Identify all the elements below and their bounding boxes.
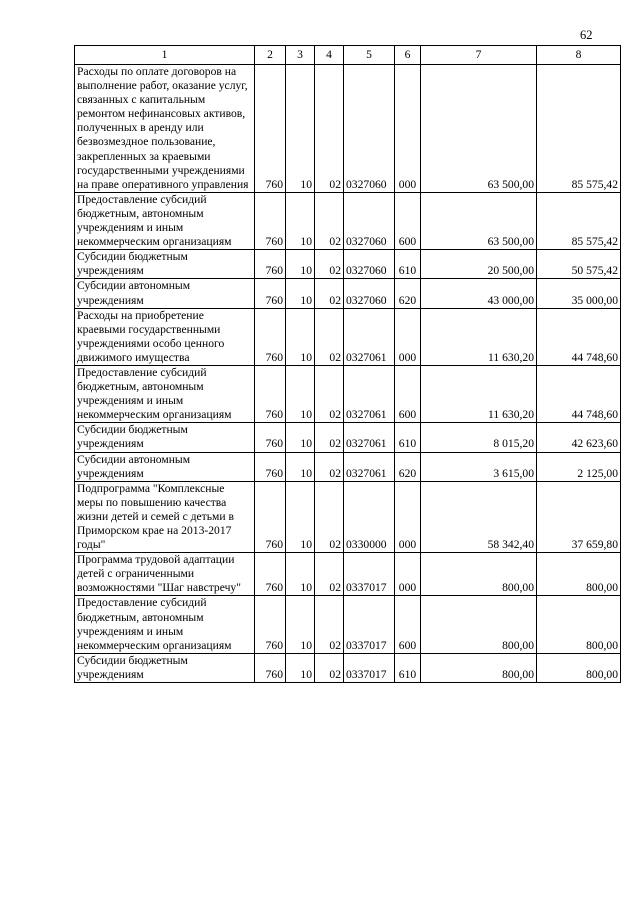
amount-col-7: 63 500,00 (421, 65, 537, 193)
code-subsection: 02 (315, 653, 344, 682)
amount-col-8: 800,00 (537, 596, 621, 653)
row-description: Субсидии автономным учреждениям (75, 279, 255, 308)
column-header: 5 (344, 46, 395, 65)
code-target-article: 0327061 (344, 423, 395, 452)
code-section: 10 (286, 481, 315, 552)
code-section: 10 (286, 65, 315, 193)
code-ministry: 760 (255, 596, 286, 653)
amount-col-7: 800,00 (421, 596, 537, 653)
amount-col-8: 50 575,42 (537, 250, 621, 279)
table-row (75, 279, 621, 308)
code-section: 10 (286, 553, 315, 596)
code-ministry: 760 (255, 423, 286, 452)
table-row (75, 481, 621, 552)
code-ministry: 760 (255, 553, 286, 596)
amount-col-7: 800,00 (421, 553, 537, 596)
column-header: 7 (421, 46, 537, 65)
amount-col-8: 800,00 (537, 653, 621, 682)
column-header: 6 (395, 46, 421, 65)
table-row (75, 308, 621, 365)
table-row (75, 365, 621, 422)
amount-col-7: 20 500,00 (421, 250, 537, 279)
amount-col-8: 35 000,00 (537, 279, 621, 308)
code-section: 10 (286, 596, 315, 653)
code-subsection: 02 (315, 308, 344, 365)
code-expense-type: 600 (395, 596, 421, 653)
code-target-article: 0327061 (344, 308, 395, 365)
code-expense-type: 600 (395, 192, 421, 249)
table-row (75, 65, 621, 193)
amount-col-8: 2 125,00 (537, 452, 621, 481)
code-ministry: 760 (255, 365, 286, 422)
code-expense-type: 000 (395, 481, 421, 552)
table-row (75, 653, 621, 682)
amount-col-8: 44 748,60 (537, 365, 621, 422)
code-target-article: 0327061 (344, 452, 395, 481)
code-ministry: 760 (255, 452, 286, 481)
page-number: 62 (580, 28, 593, 42)
code-target-article: 0327060 (344, 65, 395, 193)
amount-col-7: 8 015,20 (421, 423, 537, 452)
code-target-article: 0337017 (344, 553, 395, 596)
column-header: 1 (75, 46, 255, 65)
code-ministry: 760 (255, 308, 286, 365)
column-header: 8 (537, 46, 621, 65)
code-section: 10 (286, 365, 315, 422)
code-target-article: 0337017 (344, 596, 395, 653)
row-description: Субсидии бюджетным учреждениям (75, 250, 255, 279)
code-expense-type: 600 (395, 365, 421, 422)
code-subsection: 02 (315, 65, 344, 193)
code-expense-type: 620 (395, 279, 421, 308)
table-row (75, 423, 621, 452)
code-ministry: 760 (255, 653, 286, 682)
row-description: Предоставление субсидий бюджетным, автономным учреждениям и иным некоммерческим организациям (75, 192, 255, 249)
code-expense-type: 610 (395, 250, 421, 279)
column-header: 3 (286, 46, 315, 65)
code-expense-type: 000 (395, 308, 421, 365)
column-header: 2 (255, 46, 286, 65)
code-section: 10 (286, 192, 315, 249)
amount-col-7: 11 630,20 (421, 308, 537, 365)
code-target-article: 0327061 (344, 365, 395, 422)
code-ministry: 760 (255, 481, 286, 552)
code-ministry: 760 (255, 192, 286, 249)
amount-col-7: 58 342,40 (421, 481, 537, 552)
code-subsection: 02 (315, 250, 344, 279)
row-description: Программа трудовой адаптации детей с ограниченными возможностями "Шаг навстречу" (75, 553, 255, 596)
code-ministry: 760 (255, 250, 286, 279)
code-expense-type: 620 (395, 452, 421, 481)
code-subsection: 02 (315, 192, 344, 249)
code-target-article: 0327060 (344, 279, 395, 308)
code-section: 10 (286, 653, 315, 682)
code-ministry: 760 (255, 279, 286, 308)
amount-col-7: 11 630,20 (421, 365, 537, 422)
code-target-article: 0330000 (344, 481, 395, 552)
code-subsection: 02 (315, 596, 344, 653)
table-row (75, 553, 621, 596)
code-section: 10 (286, 250, 315, 279)
code-expense-type: 000 (395, 65, 421, 193)
amount-col-8: 42 623,60 (537, 423, 621, 452)
table-row (75, 192, 621, 249)
table-row (75, 452, 621, 481)
budget-table (74, 45, 621, 683)
code-subsection: 02 (315, 452, 344, 481)
code-section: 10 (286, 423, 315, 452)
amount-col-7: 63 500,00 (421, 192, 537, 249)
code-subsection: 02 (315, 553, 344, 596)
code-ministry: 760 (255, 65, 286, 193)
table-row (75, 596, 621, 653)
header-row (75, 46, 621, 65)
code-section: 10 (286, 452, 315, 481)
code-subsection: 02 (315, 365, 344, 422)
row-description: Субсидии автономным учреждениям (75, 452, 255, 481)
code-target-article: 0327060 (344, 250, 395, 279)
amount-col-8: 44 748,60 (537, 308, 621, 365)
row-description: Расходы по оплате договоров на выполнение работ, оказание услуг, связанных с капитальным ремонтом нефинансовых активов, полученных в аренду или безвозмездное пользование, закрепленных за краевыми государственными учреждениями на праве оперативного управления (75, 65, 255, 193)
code-target-article: 0327060 (344, 192, 395, 249)
code-target-article: 0337017 (344, 653, 395, 682)
row-description: Подпрограмма "Комплексные меры по повышению качества жизни детей и семей с детьми в Приморском крае на 2013-2017 годы" (75, 481, 255, 552)
amount-col-7: 800,00 (421, 653, 537, 682)
row-description: Расходы на приобретение краевыми государственными учреждениями особо ценного движимого имущества (75, 308, 255, 365)
amount-col-7: 3 615,00 (421, 452, 537, 481)
column-header: 4 (315, 46, 344, 65)
code-subsection: 02 (315, 279, 344, 308)
amount-col-7: 43 000,00 (421, 279, 537, 308)
code-expense-type: 000 (395, 553, 421, 596)
code-section: 10 (286, 308, 315, 365)
code-subsection: 02 (315, 423, 344, 452)
amount-col-8: 37 659,80 (537, 481, 621, 552)
amount-col-8: 85 575,42 (537, 192, 621, 249)
amount-col-8: 85 575,42 (537, 65, 621, 193)
row-description: Предоставление субсидий бюджетным, автономным учреждениям и иным некоммерческим организациям (75, 365, 255, 422)
code-expense-type: 610 (395, 653, 421, 682)
row-description: Субсидии бюджетным учреждениям (75, 423, 255, 452)
code-subsection: 02 (315, 481, 344, 552)
amount-col-8: 800,00 (537, 553, 621, 596)
code-expense-type: 610 (395, 423, 421, 452)
row-description: Субсидии бюджетным учреждениям (75, 653, 255, 682)
row-description: Предоставление субсидий бюджетным, автономным учреждениям и иным некоммерческим организациям (75, 596, 255, 653)
table-row (75, 250, 621, 279)
code-section: 10 (286, 279, 315, 308)
